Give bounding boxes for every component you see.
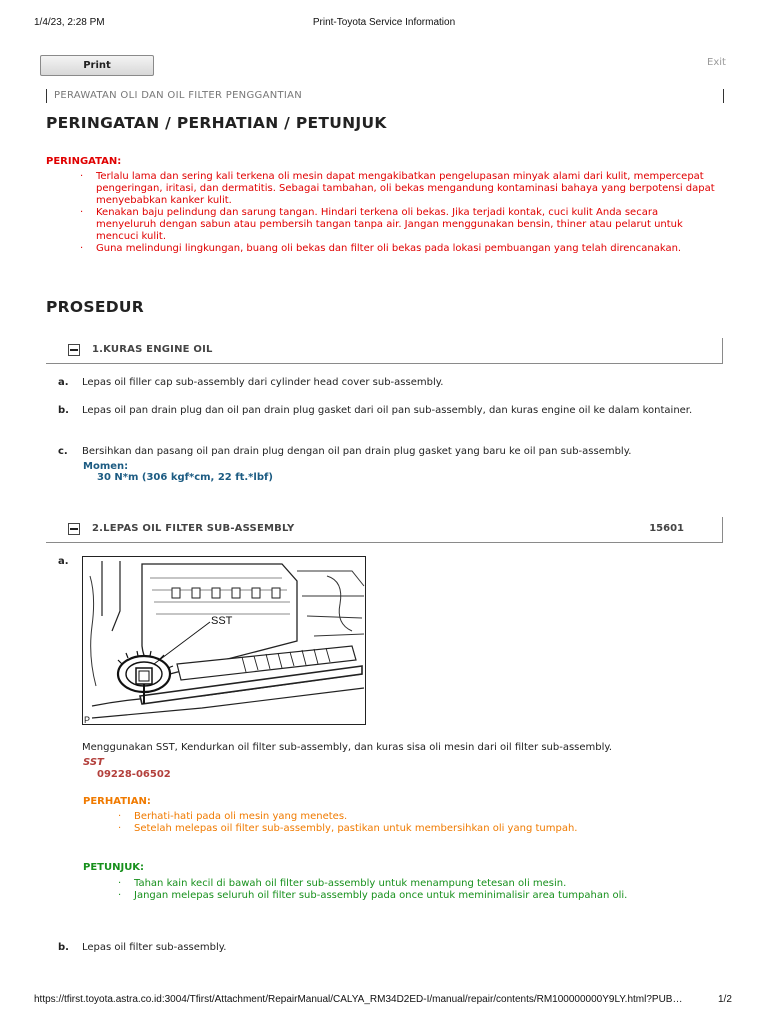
figure-callout: SST: [211, 615, 233, 627]
hint-item: [118, 878, 718, 890]
figure-corner-label: P: [84, 715, 91, 725]
bullet-icon: ·: [118, 890, 122, 901]
hint-item: [118, 890, 718, 902]
bullet-icon: ·: [80, 243, 84, 254]
step-1-title: 1.KURAS ENGINE OIL: [92, 344, 213, 355]
caution-item-text: Setelah melepas oil filter sub-assembly, pastikan untuk membersihkan oli yang tumpah.: [134, 823, 578, 834]
step-1b-text: Lepas oil pan drain plug dan oil pan drain plug gasket dari oil pan sub-assembly, dan kuras engine oil ke dalam kontainer.: [82, 405, 693, 416]
collapse-toggle-icon[interactable]: [68, 344, 80, 356]
exit-link[interactable]: Exit: [707, 57, 726, 68]
breadcrumb: [46, 88, 724, 104]
bullet-icon: ·: [118, 811, 122, 822]
collapse-toggle-icon[interactable]: [68, 523, 80, 535]
breadcrumb-text: PERAWATAN OLI DAN OIL FILTER PENGGANTIAN: [54, 90, 303, 101]
bullet-icon: ·: [118, 823, 122, 834]
torque-label: Momen:: [83, 461, 129, 472]
warning-item-text: Guna melindungi lingkungan, buang oli bekas dan filter oli bekas pada lokasi pembuangan yang telah direncanakan.: [96, 243, 682, 254]
caution-item-text: Berhati-hati pada oli mesin yang menetes.: [134, 811, 348, 822]
step-2a-text: Menggunakan SST, Kendurkan oil filter sub-assembly, dan kuras sisa oli mesin dari oil filter sub-assembly.: [82, 742, 613, 753]
print-page-title: Print-Toyota Service Information: [312, 17, 456, 28]
bullet-icon: ·: [80, 171, 84, 182]
step-2-title: 2.LEPAS OIL FILTER SUB-ASSEMBLY: [92, 523, 295, 534]
caution-list: [118, 811, 718, 835]
oil-filter-illustration: [82, 556, 366, 728]
print-button[interactable]: Print: [40, 55, 154, 76]
step-1c-text: Bersihkan dan pasang oil pan drain plug dengan oil pan drain plug gasket yang baru ke oil pan sub-assembly.: [82, 446, 632, 457]
step-2a-letter: a.: [58, 556, 69, 567]
step-1a-letter: a.: [58, 377, 69, 388]
warning-item: [80, 243, 720, 255]
print-page-number: 1/2: [718, 994, 732, 1005]
step-2-header[interactable]: [46, 517, 723, 543]
procedure-title: PROSEDUR: [46, 298, 145, 316]
step-2b-text: Lepas oil filter sub-assembly.: [82, 942, 227, 953]
sst-label: SST: [83, 757, 104, 768]
caution-item: [118, 823, 718, 835]
bullet-icon: ·: [118, 878, 122, 889]
breadcrumb-right-divider: [723, 89, 724, 103]
print-datetime: 1/4/23, 2:28 PM: [34, 17, 105, 28]
step-1-header[interactable]: [46, 338, 723, 364]
step-1a-text: Lepas oil filler cap sub-assembly dari cylinder head cover sub-assembly.: [82, 377, 444, 388]
page-title: PERINGATAN / PERHATIAN / PETUNJUK: [46, 114, 387, 132]
hint-item-text: Jangan melepas seluruh oil filter sub-assembly pada once untuk meminimalisir area tumpahan oli.: [134, 890, 628, 901]
print-url: https://tfirst.toyota.astra.co.id:3004/Tfirst/Attachment/RepairManual/CALYA_RM34D2ED-I/manual/repair/contents/RM100000000Y9LY.html?PUB…: [34, 994, 683, 1005]
caution-item: [118, 811, 718, 823]
sst-code: 09228-06502: [97, 769, 171, 780]
step-1b-letter: b.: [58, 405, 69, 416]
torque-value: 30 N*m (306 kgf*cm, 22 ft.*lbf): [97, 472, 273, 483]
warning-heading: PERINGATAN:: [46, 156, 122, 167]
hint-list: [118, 878, 718, 902]
step-1c-letter: c.: [58, 446, 68, 457]
bullet-icon: ·: [80, 207, 84, 218]
hint-heading: PETUNJUK:: [83, 862, 145, 873]
step-2-code: 15601: [649, 523, 684, 534]
warning-item: [80, 171, 720, 207]
warning-item: [80, 207, 720, 243]
breadcrumb-left-divider: [46, 89, 47, 103]
warning-list: [80, 171, 720, 255]
warning-item-text: Kenakan baju pelindung dan sarung tangan. Hindari terkena oli bekas. Jika terjadi kontak, cuci kulit Anda secara menyeluruh dengan sabun atau pembersih tangan tanpa air. Jangan menggunakan bensin, thiner atau pelarut untuk mencuci kulit.: [96, 207, 683, 242]
caution-heading: PERHATIAN:: [83, 796, 151, 807]
warning-item-text: Terlalu lama dan sering kali terkena oli mesin dapat mengakibatkan pengelupasan minyak alami dari kulit, mempercepat pengeringan, iritasi, dan dermatitis. Sebagai tambahan, oli bekas mengandung kontaminasi bahaya yang berpotensi dapat menyebabkan kanker kulit.: [96, 171, 715, 206]
step-2b-letter: b.: [58, 942, 69, 953]
hint-item-text: Tahan kain kecil di bawah oil filter sub-assembly untuk menampung tetesan oli mesin.: [134, 878, 567, 889]
